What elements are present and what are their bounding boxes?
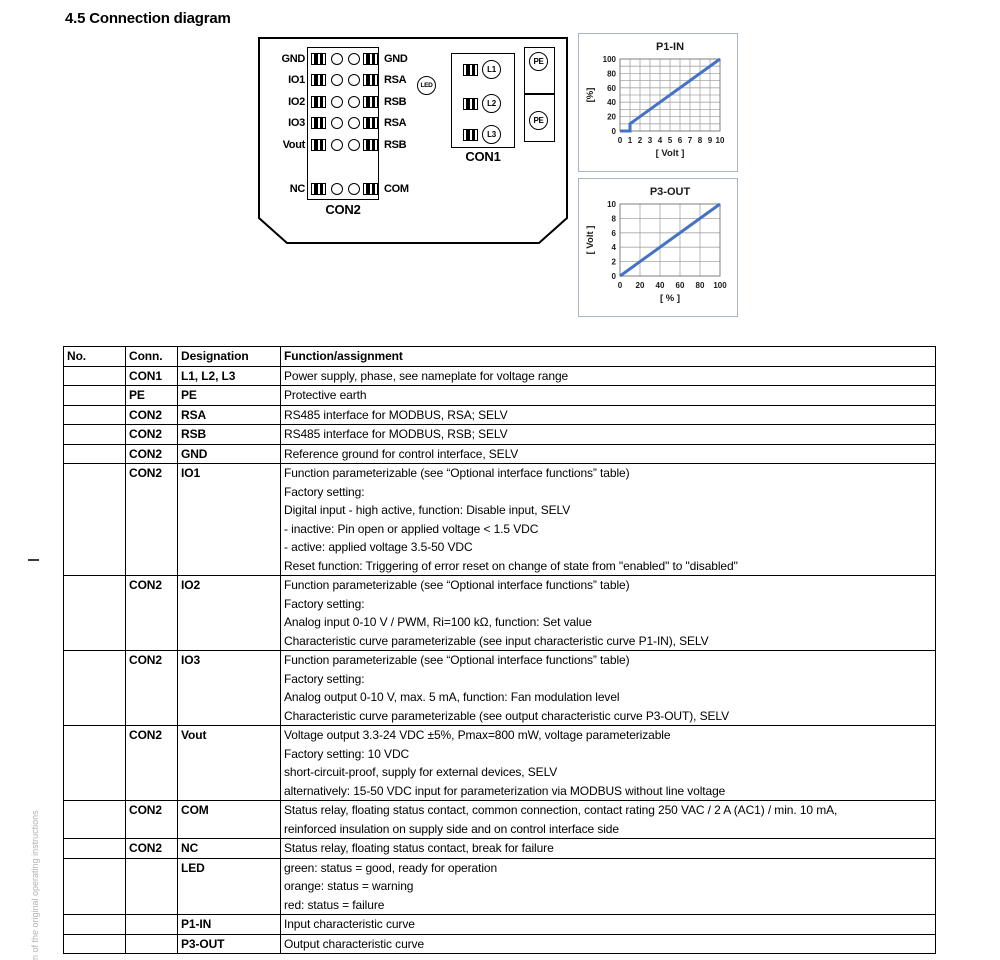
con2-pin-label-right: COM bbox=[384, 183, 409, 195]
table-header bbox=[64, 347, 936, 367]
function-line: Reference ground for control interface, SELV bbox=[284, 446, 519, 461]
table-row bbox=[64, 464, 936, 576]
cell-no bbox=[64, 405, 126, 425]
terminal-contact-icon bbox=[463, 129, 478, 141]
phase-terminal-icon: L1 bbox=[482, 60, 501, 79]
con2-pin-label-left: IO3 bbox=[288, 117, 305, 129]
series-line bbox=[620, 204, 720, 276]
cell-function bbox=[281, 444, 936, 464]
cell-function bbox=[281, 425, 936, 445]
y-tick-label: 2 bbox=[611, 257, 616, 267]
cell-function bbox=[281, 915, 936, 935]
cell-no bbox=[64, 464, 126, 576]
function-line: Input characteristic curve bbox=[284, 917, 415, 931]
led-icon: LED bbox=[417, 76, 436, 95]
cell-conn: CON2 bbox=[126, 444, 178, 464]
function-line: Analog input 0-10 V / PWM, Ri=100 kΩ, function: Set value bbox=[284, 615, 592, 629]
function-line: Power supply, phase, see nameplate for voltage range bbox=[284, 368, 569, 383]
table-row bbox=[64, 839, 936, 859]
cell-no bbox=[64, 726, 126, 801]
function-line: Status relay, floating status contact, common connection, contact rating 250 VAC / 2 A (AC1) / min. 10 mA, bbox=[284, 803, 838, 817]
table-row bbox=[64, 915, 936, 935]
terminal-contact-icon bbox=[311, 96, 326, 108]
con2-pin-label-right: GND bbox=[384, 53, 408, 65]
y-tick-label: 0 bbox=[611, 272, 616, 281]
function-line: green: status = good, ready for operation bbox=[284, 860, 498, 875]
function-line: Function parameterizable (see “Optional interface functions” table) bbox=[284, 578, 630, 592]
p1-in-chart bbox=[578, 33, 738, 172]
cell-conn bbox=[126, 858, 178, 915]
x-tick-label: 60 bbox=[675, 281, 685, 290]
terminal-screw-icon bbox=[331, 139, 343, 151]
x-tick-label: 10 bbox=[715, 136, 725, 145]
cell-function bbox=[281, 726, 936, 801]
y-tick-label: 0 bbox=[611, 127, 616, 136]
terminal-contact-icon bbox=[311, 117, 326, 129]
terminal-contact-icon bbox=[311, 139, 326, 151]
terminal-contact-icon bbox=[311, 74, 326, 86]
y-tick-label: 100 bbox=[602, 55, 616, 64]
function-line: Characteristic curve parameterizable (see input characteristic curve P1-IN), SELV bbox=[284, 633, 709, 648]
function-line: Factory setting: bbox=[284, 671, 365, 686]
con2-pin-label-left: NC bbox=[289, 183, 305, 195]
p3-out-svg bbox=[579, 179, 737, 316]
function-line: - inactive: Pin open or applied voltage < 1.5 VDC bbox=[284, 521, 539, 536]
y-tick-label: 6 bbox=[611, 228, 616, 238]
function-line: Output characteristic curve bbox=[284, 936, 425, 951]
cell-conn bbox=[126, 934, 178, 954]
terminal-contact-icon bbox=[363, 74, 378, 86]
table-row bbox=[64, 726, 936, 801]
x-tick-label: 4 bbox=[657, 136, 663, 145]
y-tick-label: 40 bbox=[607, 98, 616, 108]
con2-pin-label-left: IO2 bbox=[288, 96, 305, 108]
cell-function bbox=[281, 651, 936, 726]
x-tick-label: 2 bbox=[637, 136, 643, 145]
function-line: Analog output 0-10 V, max. 5 mA, function: Fan modulation level bbox=[284, 690, 620, 704]
terminal-contact-icon bbox=[363, 53, 378, 65]
x-tick-label: 1 bbox=[627, 136, 633, 145]
cell-designation: IO2 bbox=[178, 576, 281, 651]
cell-no bbox=[64, 444, 126, 464]
y-axis-label: [%] bbox=[585, 87, 596, 103]
cell-designation: L1, L2, L3 bbox=[178, 366, 281, 386]
function-line: Function parameterizable (see “Optional interface functions” table) bbox=[284, 653, 630, 667]
cell-no bbox=[64, 801, 126, 839]
terminal-screw-icon bbox=[331, 96, 343, 108]
table-header-row bbox=[64, 347, 936, 367]
pe-icon: PE bbox=[529, 111, 548, 130]
terminal-contact-icon bbox=[363, 183, 378, 195]
cell-designation: P3-OUT bbox=[178, 934, 281, 954]
chart-title: P1-IN bbox=[655, 41, 685, 53]
function-line: Factory setting: bbox=[284, 596, 365, 611]
con2-pin-label-left: IO1 bbox=[288, 74, 305, 86]
x-tick-label: 9 bbox=[707, 136, 713, 145]
con1-label: CON1 bbox=[465, 149, 501, 164]
connection-table bbox=[63, 346, 936, 954]
x-tick-label: 0 bbox=[617, 136, 623, 145]
terminal-screw-icon bbox=[331, 117, 343, 129]
x-tick-label: 5 bbox=[667, 136, 673, 145]
terminal-contact-icon bbox=[311, 53, 326, 65]
function-line: short-circuit-proof, supply for external devices, SELV bbox=[284, 765, 558, 779]
function-line: Status relay, floating status contact, break for failure bbox=[284, 841, 554, 855]
y-tick-label: 10 bbox=[607, 200, 616, 209]
p1-in-svg bbox=[579, 34, 737, 171]
x-tick-label: 0 bbox=[617, 281, 623, 290]
function-line: Factory setting: bbox=[284, 484, 365, 499]
function-line: RS485 interface for MODBUS, RSA; SELV bbox=[284, 407, 508, 422]
p3-out-chart bbox=[578, 178, 738, 317]
terminal-screw-icon bbox=[348, 96, 360, 108]
cell-designation: IO1 bbox=[178, 464, 281, 576]
con2-pin-label-right: RSA bbox=[384, 74, 407, 86]
function-line: reinforced insulation on supply side and on control interface side bbox=[284, 821, 619, 836]
function-line: Protective earth bbox=[284, 388, 367, 402]
terminal-screw-icon bbox=[331, 53, 343, 65]
page-title: 4.5 Connection diagram bbox=[65, 10, 231, 27]
cell-no bbox=[64, 576, 126, 651]
cell-function bbox=[281, 366, 936, 386]
function-line: Voltage output 3.3-24 VDC ±5%, Pmax=800 mW, voltage parameterizable bbox=[284, 728, 671, 742]
cell-function bbox=[281, 464, 936, 576]
cell-conn: CON2 bbox=[126, 726, 178, 801]
x-axis-label: [ % ] bbox=[659, 293, 681, 304]
cell-designation: NC bbox=[178, 839, 281, 859]
table-row bbox=[64, 405, 936, 425]
cell-function bbox=[281, 839, 936, 859]
y-axis-label: [ Volt ] bbox=[585, 225, 596, 255]
terminal-screw-icon bbox=[331, 183, 343, 195]
cell-function bbox=[281, 858, 936, 915]
cell-designation: RSB bbox=[178, 425, 281, 445]
cell-conn: CON2 bbox=[126, 801, 178, 839]
terminal-screw-icon bbox=[348, 117, 360, 129]
cell-designation: LED bbox=[178, 858, 281, 915]
cell-designation: IO3 bbox=[178, 651, 281, 726]
con2-pin-label-right: RSA bbox=[384, 117, 407, 129]
cell-conn: CON2 bbox=[126, 425, 178, 445]
chart-title: P3-OUT bbox=[649, 186, 691, 198]
function-line: Function parameterizable (see “Optional interface functions” table) bbox=[284, 466, 630, 480]
table-row bbox=[64, 801, 936, 839]
x-tick-label: 80 bbox=[695, 281, 705, 290]
terminal-contact-icon bbox=[311, 183, 326, 195]
terminal-screw-icon bbox=[331, 74, 343, 86]
cell-designation: COM bbox=[178, 801, 281, 839]
con2-pin-label-right: RSB bbox=[384, 96, 407, 108]
function-line: - active: applied voltage 3.5-50 VDC bbox=[284, 540, 473, 554]
function-line: Digital input - high active, function: Disable input, SELV bbox=[284, 503, 571, 517]
con2-label: CON2 bbox=[325, 202, 361, 217]
table-row bbox=[64, 425, 936, 445]
cell-conn: CON1 bbox=[126, 366, 178, 386]
cell-function bbox=[281, 405, 936, 425]
cell-designation: GND bbox=[178, 444, 281, 464]
cell-conn: PE bbox=[126, 386, 178, 406]
y-tick-label: 4 bbox=[611, 243, 616, 253]
con2-pin-label-left: Vout bbox=[282, 139, 305, 151]
table-row bbox=[64, 858, 936, 915]
cell-conn: CON2 bbox=[126, 464, 178, 576]
function-line: RS485 interface for MODBUS, RSB; SELV bbox=[284, 427, 508, 441]
x-tick-label: 40 bbox=[655, 281, 665, 290]
phase-terminal-icon: L3 bbox=[482, 125, 501, 144]
cell-no bbox=[64, 651, 126, 726]
terminal-contact-icon bbox=[363, 96, 378, 108]
cell-conn: CON2 bbox=[126, 576, 178, 651]
sidebar-vertical-text: n of the original operating instructions bbox=[30, 810, 40, 960]
function-line: red: status = failure bbox=[284, 897, 385, 912]
function-line: Factory setting: 10 VDC bbox=[284, 746, 410, 761]
margin-dash bbox=[28, 559, 39, 561]
table-row bbox=[64, 386, 936, 406]
x-tick-label: 6 bbox=[677, 136, 683, 145]
column-header: Conn. bbox=[126, 347, 178, 367]
connection-diagram bbox=[258, 37, 568, 245]
cell-designation: Vout bbox=[178, 726, 281, 801]
cell-conn bbox=[126, 915, 178, 935]
table-row bbox=[64, 934, 936, 954]
cell-conn: CON2 bbox=[126, 839, 178, 859]
y-tick-label: 20 bbox=[607, 112, 616, 122]
y-tick-label: 60 bbox=[607, 83, 616, 93]
cell-function bbox=[281, 576, 936, 651]
cell-no bbox=[64, 858, 126, 915]
function-line: Reset function: Triggering of error reset on change of state from "enabled" to "disabled" bbox=[284, 558, 738, 573]
cell-function bbox=[281, 934, 936, 954]
terminal-contact-icon bbox=[463, 64, 478, 76]
terminal-screw-icon bbox=[348, 74, 360, 86]
cell-function bbox=[281, 386, 936, 406]
function-line: orange: status = warning bbox=[284, 879, 414, 893]
column-header: Designation bbox=[178, 347, 281, 367]
cell-no bbox=[64, 934, 126, 954]
con2-pin-label-right: RSB bbox=[384, 139, 407, 151]
cell-no bbox=[64, 915, 126, 935]
cell-no bbox=[64, 425, 126, 445]
x-tick-label: 20 bbox=[635, 281, 645, 290]
x-tick-label: 100 bbox=[713, 281, 727, 290]
table-row bbox=[64, 444, 936, 464]
cell-no bbox=[64, 386, 126, 406]
cell-conn: CON2 bbox=[126, 405, 178, 425]
terminal-screw-icon bbox=[348, 53, 360, 65]
terminal-contact-icon bbox=[463, 98, 478, 110]
terminal-screw-icon bbox=[348, 139, 360, 151]
cell-designation: P1-IN bbox=[178, 915, 281, 935]
cell-conn: CON2 bbox=[126, 651, 178, 726]
cell-no bbox=[64, 366, 126, 386]
terminal-screw-icon bbox=[348, 183, 360, 195]
x-tick-label: 3 bbox=[647, 136, 653, 145]
table-row bbox=[64, 366, 936, 386]
phase-terminal-icon: L2 bbox=[482, 94, 501, 113]
x-tick-label: 8 bbox=[697, 136, 703, 145]
y-tick-label: 8 bbox=[611, 214, 616, 224]
column-header: Function/assignment bbox=[281, 347, 936, 367]
table-row bbox=[64, 576, 936, 651]
table-row bbox=[64, 651, 936, 726]
terminal-contact-icon bbox=[363, 117, 378, 129]
cell-designation: PE bbox=[178, 386, 281, 406]
function-line: Characteristic curve parameterizable (see output characteristic curve P3-OUT), SELV bbox=[284, 708, 729, 723]
function-line: alternatively: 15-50 VDC input for parameterization via MODBUS without line voltage bbox=[284, 783, 726, 798]
cell-no bbox=[64, 839, 126, 859]
x-axis-label: [ Volt ] bbox=[655, 148, 685, 159]
column-header: No. bbox=[64, 347, 126, 367]
terminal-contact-icon bbox=[363, 139, 378, 151]
y-tick-label: 80 bbox=[607, 69, 616, 79]
cell-designation: RSA bbox=[178, 405, 281, 425]
x-tick-label: 7 bbox=[687, 136, 693, 145]
con2-pin-label-left: GND bbox=[281, 53, 305, 65]
pe-icon: PE bbox=[529, 52, 548, 71]
cell-function bbox=[281, 801, 936, 839]
